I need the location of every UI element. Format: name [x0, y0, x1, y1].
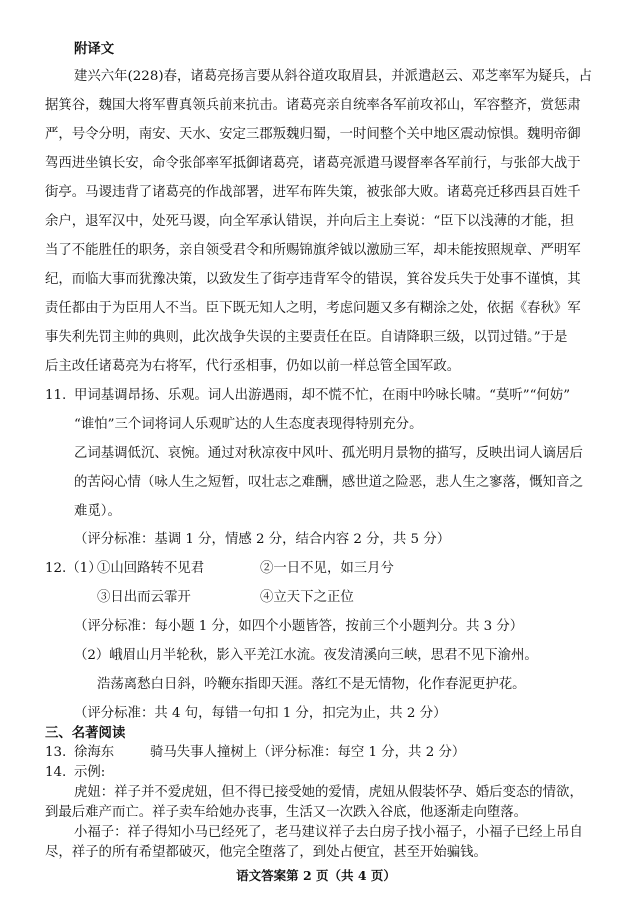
- score-criteria: （评分标准：每小题 1 分，如四个小题皆答，按前三个小题判分。共 3 分）: [74, 619, 524, 634]
- section-heading-translation: 附译文: [74, 41, 115, 57]
- text-line: 到最后难产而亡。祥子卖车给她办丧事，生活又一次跌入谷底，他逐渐走向堕落。: [45, 805, 528, 820]
- answer-item: 骑马失事人撞树上（评分标准：每空 1 分，共 2 分）: [150, 745, 466, 760]
- text-line: 后主改任诸葛亮为右将军，代行丞相事，仍如以前一样总管全国军政。: [45, 359, 461, 374]
- text-line: 小福子：祥子得知小马已经死了，老马建议祥子去白房子找小福子，小福子已经上吊自: [74, 825, 583, 840]
- text-line: 示例:: [74, 765, 106, 780]
- question-number: 14.: [45, 765, 67, 780]
- score-criteria: （评分标准：基调 1 分，情感 2 分，结合内容 2 分，共 5 分）: [74, 532, 451, 547]
- text-line: 纪，而临大事而犹豫决策，以致发生了街亭违背军令的错误，箕谷发兵失于处事不谨慎，其: [45, 272, 581, 287]
- text-line: 甲词基调昂扬、乐观。词人出游遇雨，却不慌不忙，在雨中吟咏长啸。“莫听”“何妨”: [74, 388, 571, 403]
- page-footer: 语文答案第 2 页（共 4 页）: [236, 868, 396, 883]
- text-line: 责任都由于为臣用人不当。臣下既无知人之明，考虑问题又多有糊涂之处，依据《春秋》军: [45, 301, 581, 316]
- text-line: （2）峨眉山月半轮秋，影入平羌江水流。夜发清溪向三峡，思君不见下渝州。: [74, 648, 538, 663]
- text-line: 余户，退军汉中，处死马谡，向全军承认错误，并向后主上奏说：“臣下以浅薄的才能，担: [45, 214, 575, 229]
- text-line: 难觅）。: [74, 504, 121, 519]
- text-line: 建兴六年(228)春，诸葛亮扬言要从斜谷道攻取眉县，并派遣赵云、邓芝率军为疑兵，占: [74, 69, 593, 84]
- text-line: 的苦闷心情（咏人生之短暂，叹壮志之难酬，感世道之险恶，悲人生之寥落，慨知音之: [74, 475, 583, 490]
- question-number: 12.（1）: [45, 561, 102, 576]
- text-line: “谁怕”三个词将词人乐观旷达的人生态度表现得特别充分。: [74, 417, 423, 432]
- answer-item: ③日出而云霏开: [97, 590, 191, 605]
- text-line: 当了不能胜任的职务，亲自领受君令和所赐锦旗斧钺以激励三军，却未能按照规章、严明军: [45, 243, 581, 258]
- answer-item: ①山回路转不见君: [97, 561, 205, 576]
- text-line: 驾西进坐镇长安，命令张郃率军抵御诸葛亮，诸葛亮派遣马谡督率各军前行，与张郃大战于: [45, 156, 581, 171]
- answer-item: ②一日不见，如三月兮: [260, 561, 394, 576]
- text-line: 乙词基调低沉、哀惋。通过对秋凉夜中风叶、孤光明月景物的描写，反映出词人谪居后: [74, 446, 583, 461]
- answer-item: ④立天下之正位: [260, 590, 354, 605]
- text-line: 尽，祥子的所有希望都破灭，他完全堕落了，到处占便宜，甚至开始骗钱。: [45, 845, 487, 860]
- text-line: 据箕谷，魏国大将军曹真领兵前来抗击。诸葛亮亲自统率各军前攻祁山，军容整齐，赏惩肃: [45, 98, 581, 113]
- section-heading: 三、名著阅读: [45, 725, 126, 741]
- score-criteria: （评分标准：共 4 句，每错一句扣 1 分，扣完为止，共 2 分）: [74, 706, 447, 721]
- question-number: 13.: [45, 745, 67, 760]
- text-line: 严，号令分明，南安、天水、安定三郡叛魏归蜀，一时间整个关中地区震动惊惧。魏明帝御: [45, 127, 581, 142]
- text-line: 街亭。马谡违背了诸葛亮的作战部署，进军布阵失策，被张郃大败。诸葛亮迁移西县百姓千: [45, 185, 581, 200]
- text-line: 事失利先罚主帅的典则，此次战争失误的主要责任在臣。自请降职三级，以罚过错。”于是: [45, 330, 568, 345]
- question-number: 11.: [45, 388, 67, 403]
- answer-item: 徐海东: [74, 745, 115, 760]
- text-line: 虎妞：祥子并不爱虎妞，但不得已接受她的爱情，虎妞从假装怀孕、婚后变态的情欲，: [74, 785, 583, 800]
- text-line: 浩荡离愁白日斜，吟鞭东指即天涯。落红不是无情物，化作春泥更护花。: [97, 677, 526, 692]
